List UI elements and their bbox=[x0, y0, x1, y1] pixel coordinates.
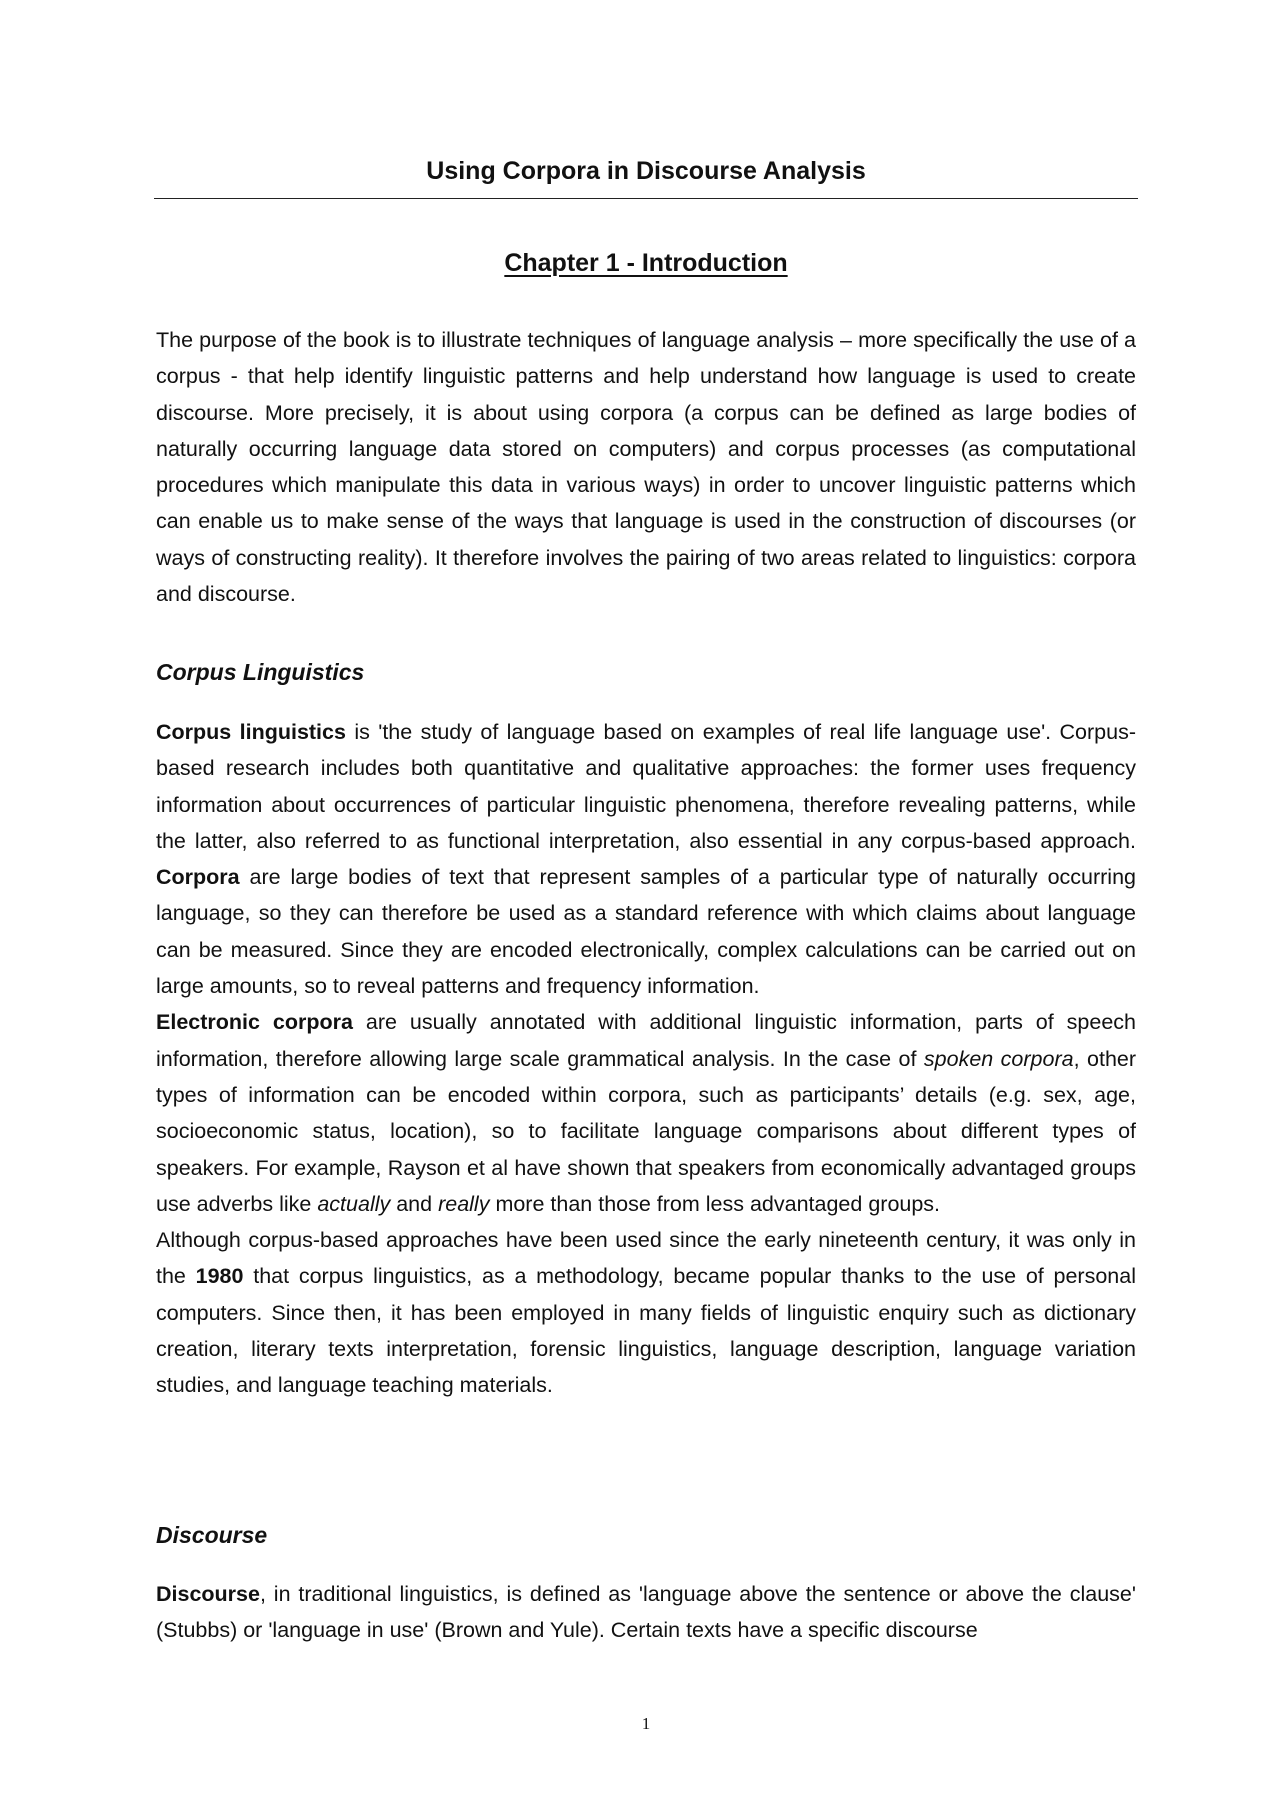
discourse-heading: Discourse bbox=[156, 1522, 268, 1548]
term-electronic-corpora: Electronic corpora bbox=[156, 1010, 353, 1035]
document-page bbox=[156, 0, 1136, 1808]
term-corpus-linguistics: Corpus linguistics bbox=[156, 720, 346, 744]
year-1980: 1980 bbox=[195, 1264, 244, 1289]
corpora-text: are large bodies of text that represent samples of a particular type of naturally occurring language, so they can therefore be used as a standard reference with which claims about language can be measured. Since they are encoded electronically, complex calculations can be carried out on large amounts, so to reveal patterns and frequency information. bbox=[156, 865, 1136, 999]
italic-actually: actually bbox=[317, 1191, 391, 1216]
term-discourse: Discourse bbox=[156, 1582, 260, 1606]
document-title: Using Corpora in Discourse Analysis bbox=[426, 157, 866, 185]
corpus-linguistics-text: is 'the study of language based on examples of real life language use'. Corpus-based research includes both quantitative and qualitative approaches: the former uses frequency information about occurrences of particular linguistic phenomena, therefore revealing patterns, while the latter, also referred to as functional interpretation, also essential in any corpus-based approach. bbox=[156, 720, 1136, 853]
term-corpora: Corpora bbox=[156, 865, 240, 890]
title-divider bbox=[154, 198, 1138, 199]
page-number: 1 bbox=[641, 1714, 651, 1733]
corpus-linguistics-paragraph bbox=[156, 714, 1136, 1404]
corpus-linguistics-heading: Corpus Linguistics bbox=[156, 659, 365, 685]
intro-paragraph: The purpose of the book is to illustrate techniques of language analysis – more specifically the use of a corpus - that help identify linguistic patterns and help understand how language is used to create discourse. More precisely, it is about using corpora (a corpus can be defined as large bodies of naturally occurring language data stored on computers) and corpus processes (as computational procedures which manipulate this data in various ways) in order to uncover linguistic patterns which can enable us to make sense of the ways that language is used in the construction of discourses (or ways of constructing reality). It therefore involves the pairing of two areas related to linguistics: corpora and discourse. bbox=[156, 328, 1136, 607]
electronic-corpora-text-d: more than those from less advantaged groups. bbox=[489, 1191, 941, 1216]
chapter-title: Chapter 1 - Introduction bbox=[504, 249, 788, 277]
italic-spoken-corpora: spoken corpora bbox=[923, 1046, 1074, 1071]
electronic-corpora-text-c: and bbox=[390, 1191, 439, 1216]
electronic-corpora-text-a: are usually annotated with additional linguistic information, parts of speech information, therefore allowing large scale grammatical analysis. In the case of bbox=[156, 1010, 1136, 1071]
history-text-b: that corpus linguistics, as a methodology, became popular thanks to the use of personal computers. Since then, it has been employed in many fields of linguistic enquiry such as dictionary creation, literary texts interpretation, forensic linguistics, language description, language variation studies, and language teaching materials. bbox=[156, 1264, 1136, 1398]
discourse-paragraph bbox=[156, 1576, 1136, 1649]
italic-really: really bbox=[438, 1191, 490, 1216]
history-text-a: Although corpus-based approaches have been used since the early nineteenth century, it was only in the bbox=[156, 1228, 1136, 1289]
electronic-corpora-text-b: , other types of information can be encoded within corpora, such as participants’ details (e.g. sex, age, socioeconomic status, location), so to facilitate language comparisons about different types of speakers. For example, Rayson et al have shown that speakers from economically advantaged groups use adverbs like bbox=[156, 1046, 1137, 1216]
discourse-text: , in traditional linguistics, is defined as 'language above the sentence or above the clause' (Stubbs) or 'language in use' (Brown and Yule). Certain texts have a specific discourse bbox=[156, 1582, 1136, 1643]
